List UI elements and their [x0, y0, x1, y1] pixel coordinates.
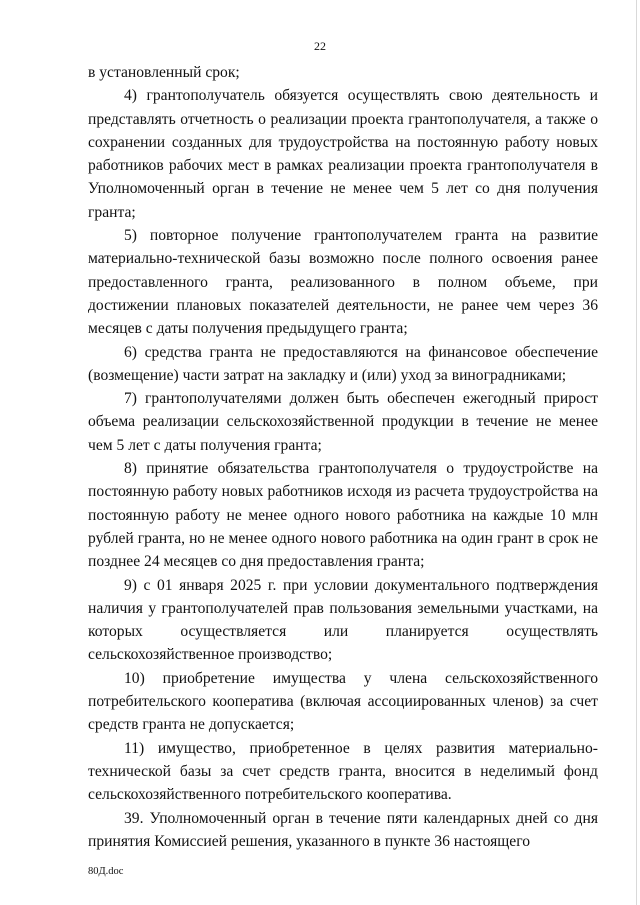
paragraph-item-10: 10) приобретение имущества у члена сельскохозяйственного потребительского кооператива (включая ассоциированных членов) за счет средств гранта не допускается; [88, 669, 598, 734]
document-body [88, 61, 598, 853]
paragraph-item-4: 4) грантополучатель обязуется осуществлять свою деятельность и представлять отчетность о реализации проекта грантополучателя, а также о сохранении созданных для трудоустройства на постоянную работу новых работников рабочих мест в рамках реализации проекта грантополучателя в Уполномоченный орган в течение не менее чем 5 лет со дня получения гранта; [88, 87, 598, 221]
page-number: 22 [314, 39, 326, 53]
footer-filename: 80Д.doc [88, 866, 124, 877]
paragraph-item-5: 5) повторное получение грантополучателем гранта на развитие материально-технической базы возможно после полного освоения ранее предоставленного гранта, реализованного в полном объеме, при достижении плановых показателей деятельности, не ранее чем через 36 месяцев с даты получения предыдущего гранта; [88, 227, 598, 338]
paragraph-item-9: 9) с 01 января 2025 г. при условии документального подтверждения наличия у грантополучателей прав пользования земельными участками, на которых осуществляется или планируется осуществлять сельскохозяйственное производство; [88, 576, 598, 664]
scan-edge [636, 0, 637, 905]
paragraph-item-8: 8) принятие обязательства грантополучателя о трудоустройстве на постоянную работу новых работников исходя из расчета трудоустройства на постоянную работу не менее одного нового работника на каждые 10 млн рублей гранта, но не менее одного нового работника на один грант в срок не позднее 24 месяцев со дня предоставления гранта; [88, 460, 598, 571]
paragraph-continuation: в установленный срок; [88, 64, 240, 81]
paragraph-point-39: 39. Уполномоченный орган в течение пяти календарных дней со дня принятия Комиссией решения, указанного в пункте 36 настоящего [88, 809, 598, 850]
paragraph-item-7: 7) грантополучателями должен быть обеспечен ежегодный прирост объема реализации сельскохозяйственной продукции в течение не менее чем 5 лет с даты получения гранта; [88, 390, 598, 454]
paragraph-item-6: 6) средства гранта не предоставляются на финансовое обеспечение (возмещение) части затрат на закладку и (или) уход за виноградниками; [88, 343, 598, 384]
paragraph-item-11: 11) имущество, приобретенное в целях развития материально-технической базы за счет средств гранта, вносится в неделимый фонд сельскохозяйственного потребительского кооператива. [88, 739, 598, 804]
